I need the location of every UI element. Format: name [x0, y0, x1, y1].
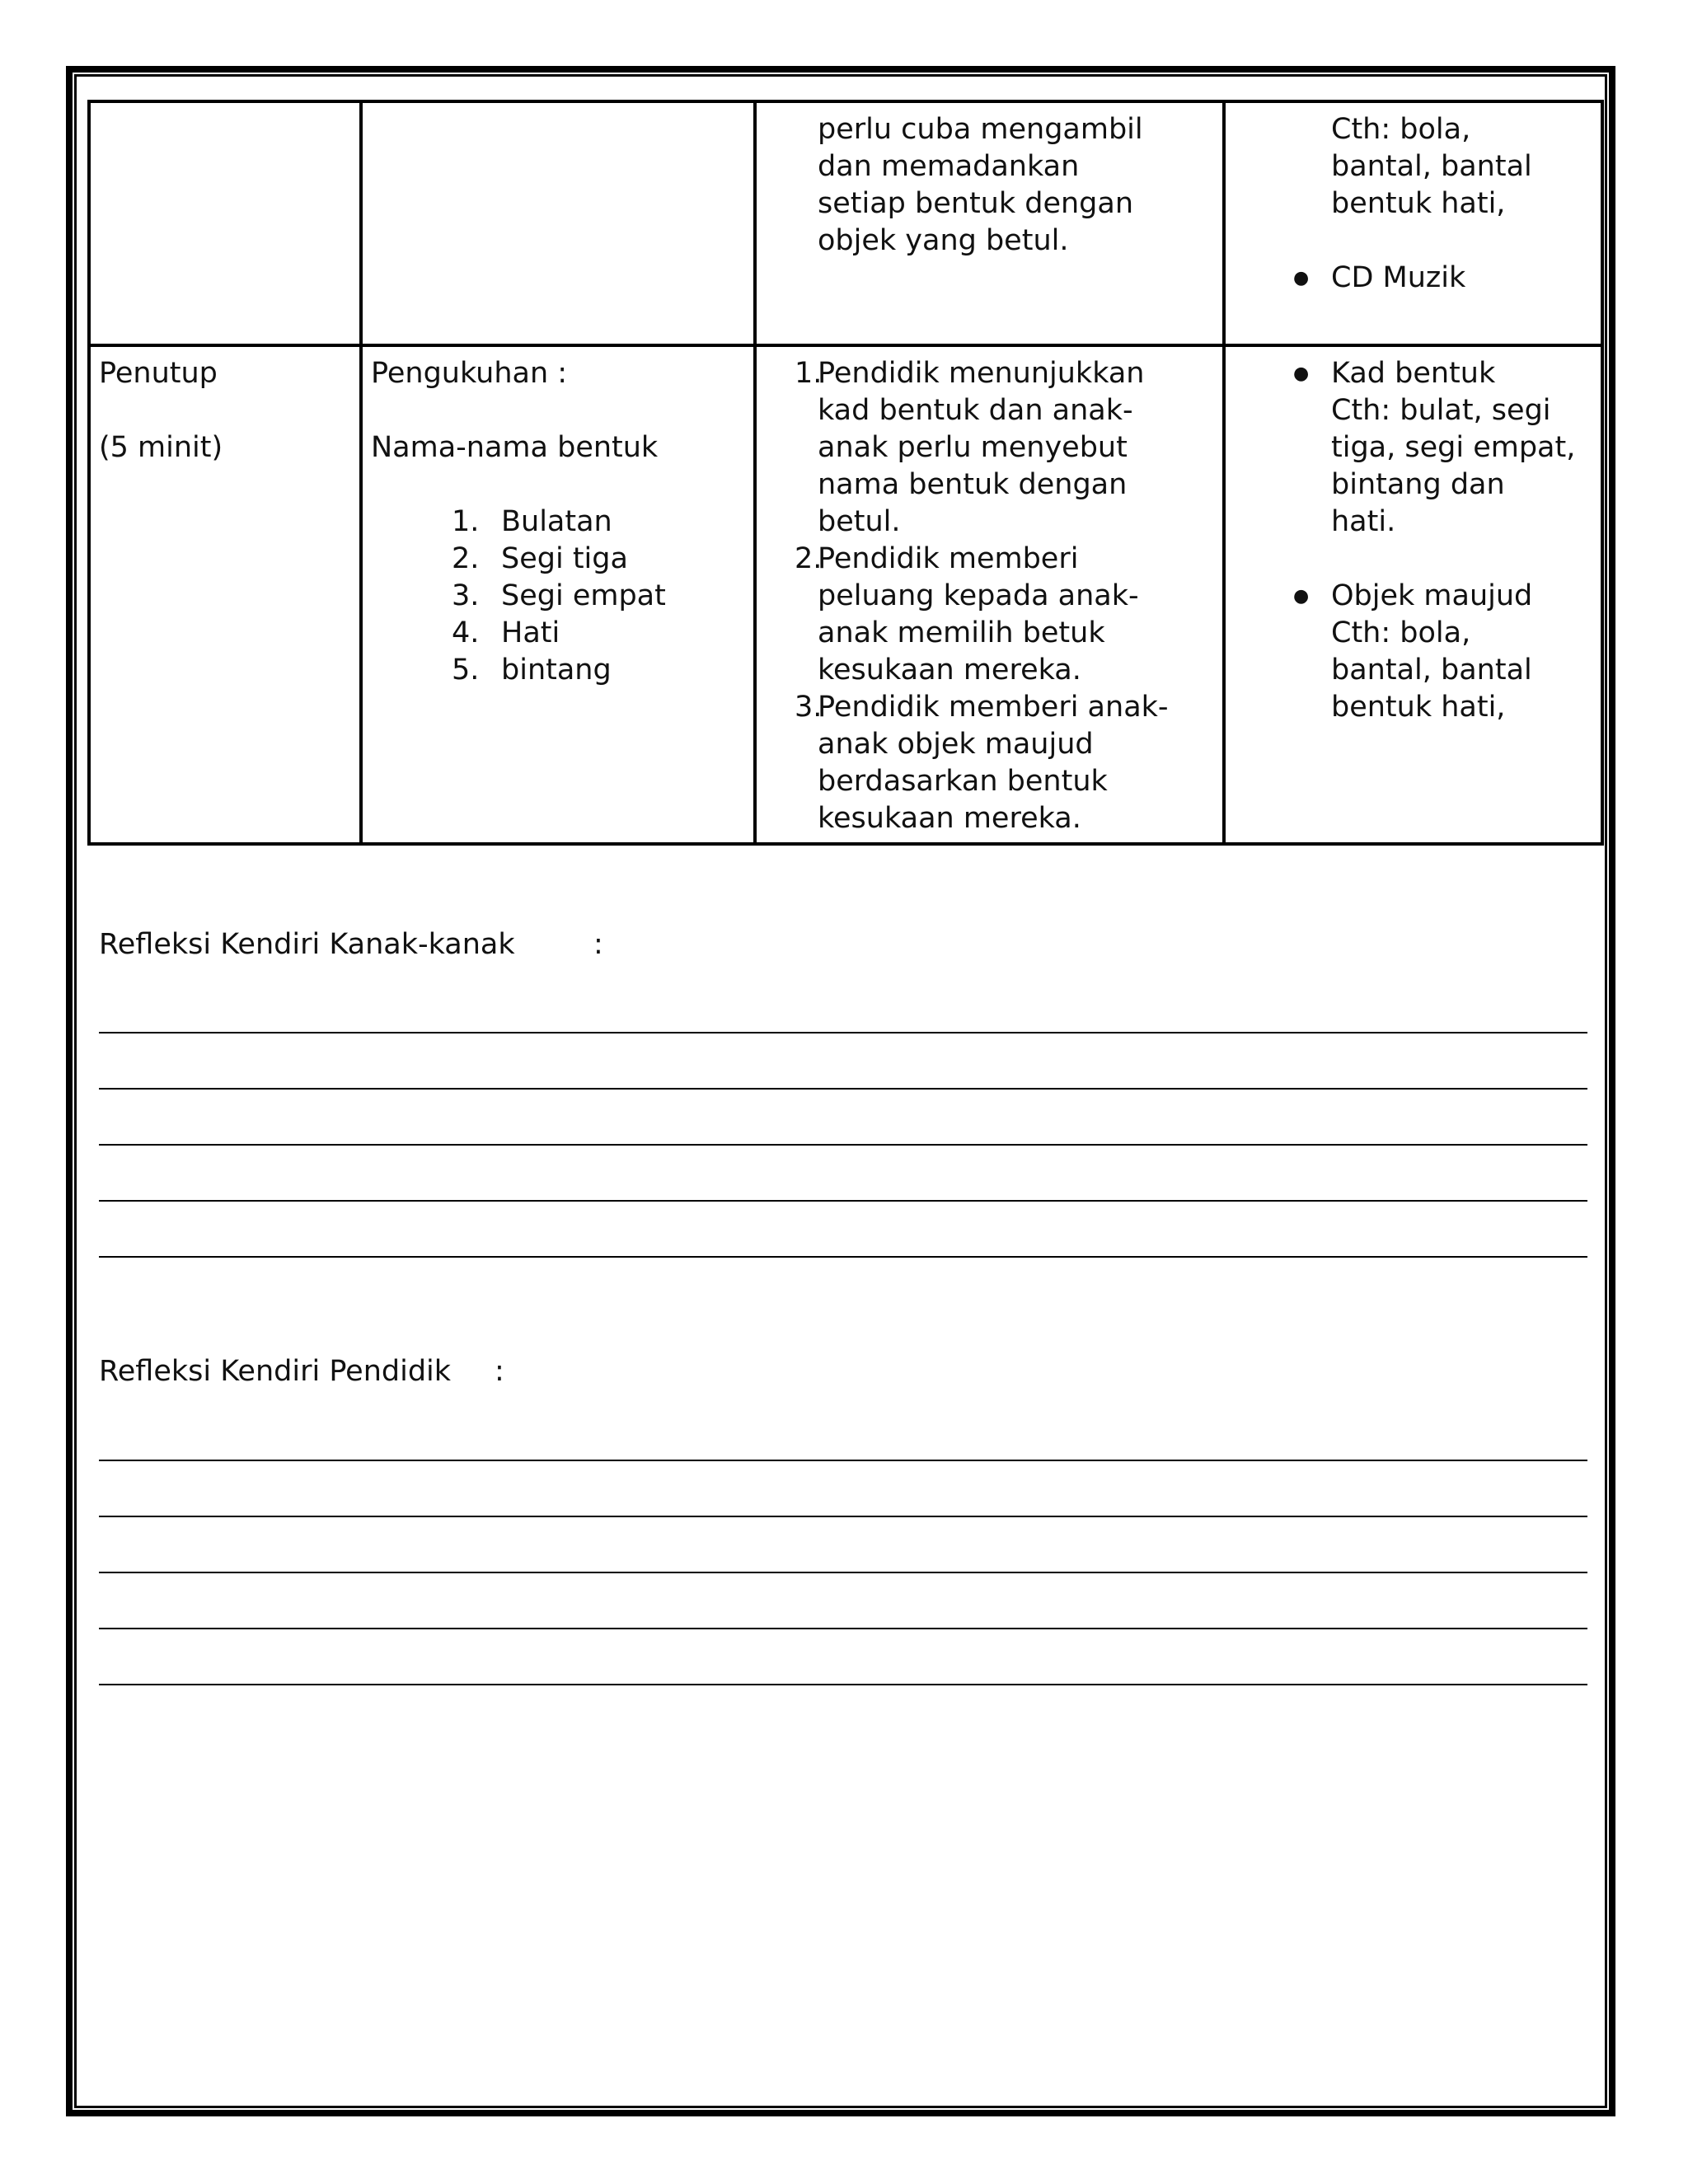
activity-line: dan memadankan — [818, 150, 1080, 183]
step-line: betul. — [818, 505, 901, 538]
activity-cell — [755, 101, 1224, 345]
step-line: Pendidik memberi anak- — [818, 691, 1169, 724]
reflection-educator-label: Refleksi Kendiri Pendidik — [99, 1355, 452, 1388]
step-line: anak perlu menyebut — [818, 431, 1128, 464]
writing-line[interactable] — [99, 1628, 1587, 1629]
shape-name: Bulatan — [501, 505, 612, 538]
writing-line[interactable] — [99, 1684, 1587, 1685]
step-line: kesukaan mereka. — [818, 654, 1081, 687]
writing-line[interactable] — [99, 1572, 1587, 1573]
list-item — [1234, 355, 1592, 541]
step-line: peluang kepada anak- — [818, 579, 1139, 612]
step-line: Pendidik menunjukkan — [818, 357, 1145, 390]
materials-line: Kad bentuk — [1331, 357, 1496, 390]
step-line: anak objek maujud — [818, 728, 1094, 761]
activity-line: objek yang betul. — [818, 224, 1069, 257]
content-cell — [361, 101, 755, 345]
materials-line: bentuk hati, — [1331, 691, 1506, 724]
materials-line: Cth: bola, — [1331, 113, 1471, 146]
content-heading: Pengukuhan : — [371, 357, 568, 390]
writing-line[interactable] — [99, 1256, 1587, 1258]
bullet-icon: ● — [1293, 363, 1310, 384]
list-item: 3. Pendidik memberi anak- anak objek maujud berdasarkan bentuk kesukaan mereka. — [765, 689, 1214, 837]
materials-cell — [1224, 101, 1602, 345]
materials-line: bentuk hati, — [1331, 187, 1506, 220]
materials-line: hati. — [1331, 505, 1396, 538]
shape-name: Segi empat — [501, 579, 666, 612]
materials-item: CD Muzik — [1331, 261, 1466, 294]
writing-line[interactable] — [99, 1516, 1587, 1517]
shape-name: Segi tiga — [501, 542, 628, 575]
reflection-children-label: Refleksi Kendiri Kanak-kanak — [99, 928, 515, 961]
writing-line[interactable] — [99, 1032, 1587, 1033]
materials-line: Objek maujud — [1331, 579, 1533, 612]
reflection-children-colon: : — [593, 928, 603, 961]
writing-line[interactable] — [99, 1460, 1587, 1461]
list-item: 2. Pendidik memberi peluang kepada anak- anak memilih betuk kesukaan mereka. — [765, 541, 1214, 689]
content-cell — [361, 345, 755, 844]
writing-line[interactable] — [99, 1144, 1587, 1146]
step-line: kad bentuk dan anak- — [818, 394, 1133, 427]
phase-duration: (5 minit) — [99, 431, 223, 464]
list-item — [1234, 578, 1592, 726]
activity-line: setiap bentuk dengan — [818, 187, 1134, 220]
phase-cell — [89, 101, 361, 345]
lesson-plan-table — [87, 100, 1604, 846]
list-item — [1234, 260, 1592, 297]
materials-line: tiga, segi empat, — [1331, 431, 1576, 464]
step-line: nama bentuk dengan — [818, 468, 1128, 501]
table-row — [89, 345, 1602, 844]
step-line: Pendidik memberi — [818, 542, 1079, 575]
shape-name: bintang — [501, 654, 612, 687]
activity-cell — [755, 345, 1224, 844]
list-item: 4. Hati — [452, 616, 560, 649]
list-item: 5. bintang — [452, 654, 612, 687]
materials-line: Cth: bulat, segi — [1331, 394, 1551, 427]
content-subheading: Nama-nama bentuk — [371, 431, 659, 464]
list-item: 2. Segi tiga — [452, 542, 628, 575]
writing-line[interactable] — [99, 1200, 1587, 1202]
activity-line: perlu cuba mengambil — [818, 113, 1143, 146]
bullet-icon: ● — [1293, 268, 1310, 288]
list-item: 3. Segi empat — [452, 579, 666, 612]
shape-name: Hati — [501, 616, 560, 649]
materials-line: bantal, bantal — [1331, 654, 1532, 687]
materials-line: bantal, bantal — [1331, 150, 1532, 183]
materials-line: bintang dan — [1331, 468, 1505, 501]
step-line: berdasarkan bentuk — [818, 765, 1108, 798]
step-line: anak memilih betuk — [818, 616, 1105, 649]
writing-line[interactable] — [99, 1088, 1587, 1090]
list-item: 1. Bulatan — [452, 505, 612, 538]
step-line: kesukaan mereka. — [818, 802, 1081, 835]
phase-cell — [89, 345, 361, 844]
materials-line: Cth: bola, — [1331, 616, 1471, 649]
materials-cell — [1224, 345, 1602, 844]
bullet-icon: ● — [1293, 586, 1310, 607]
reflection-educator-colon: : — [495, 1355, 504, 1388]
table-row — [89, 101, 1602, 345]
list-item: 1. Pendidik menunjukkan kad bentuk dan anak- anak perlu menyebut nama bentuk dengan betul. — [765, 355, 1214, 541]
phase-title: Penutup — [99, 357, 218, 390]
